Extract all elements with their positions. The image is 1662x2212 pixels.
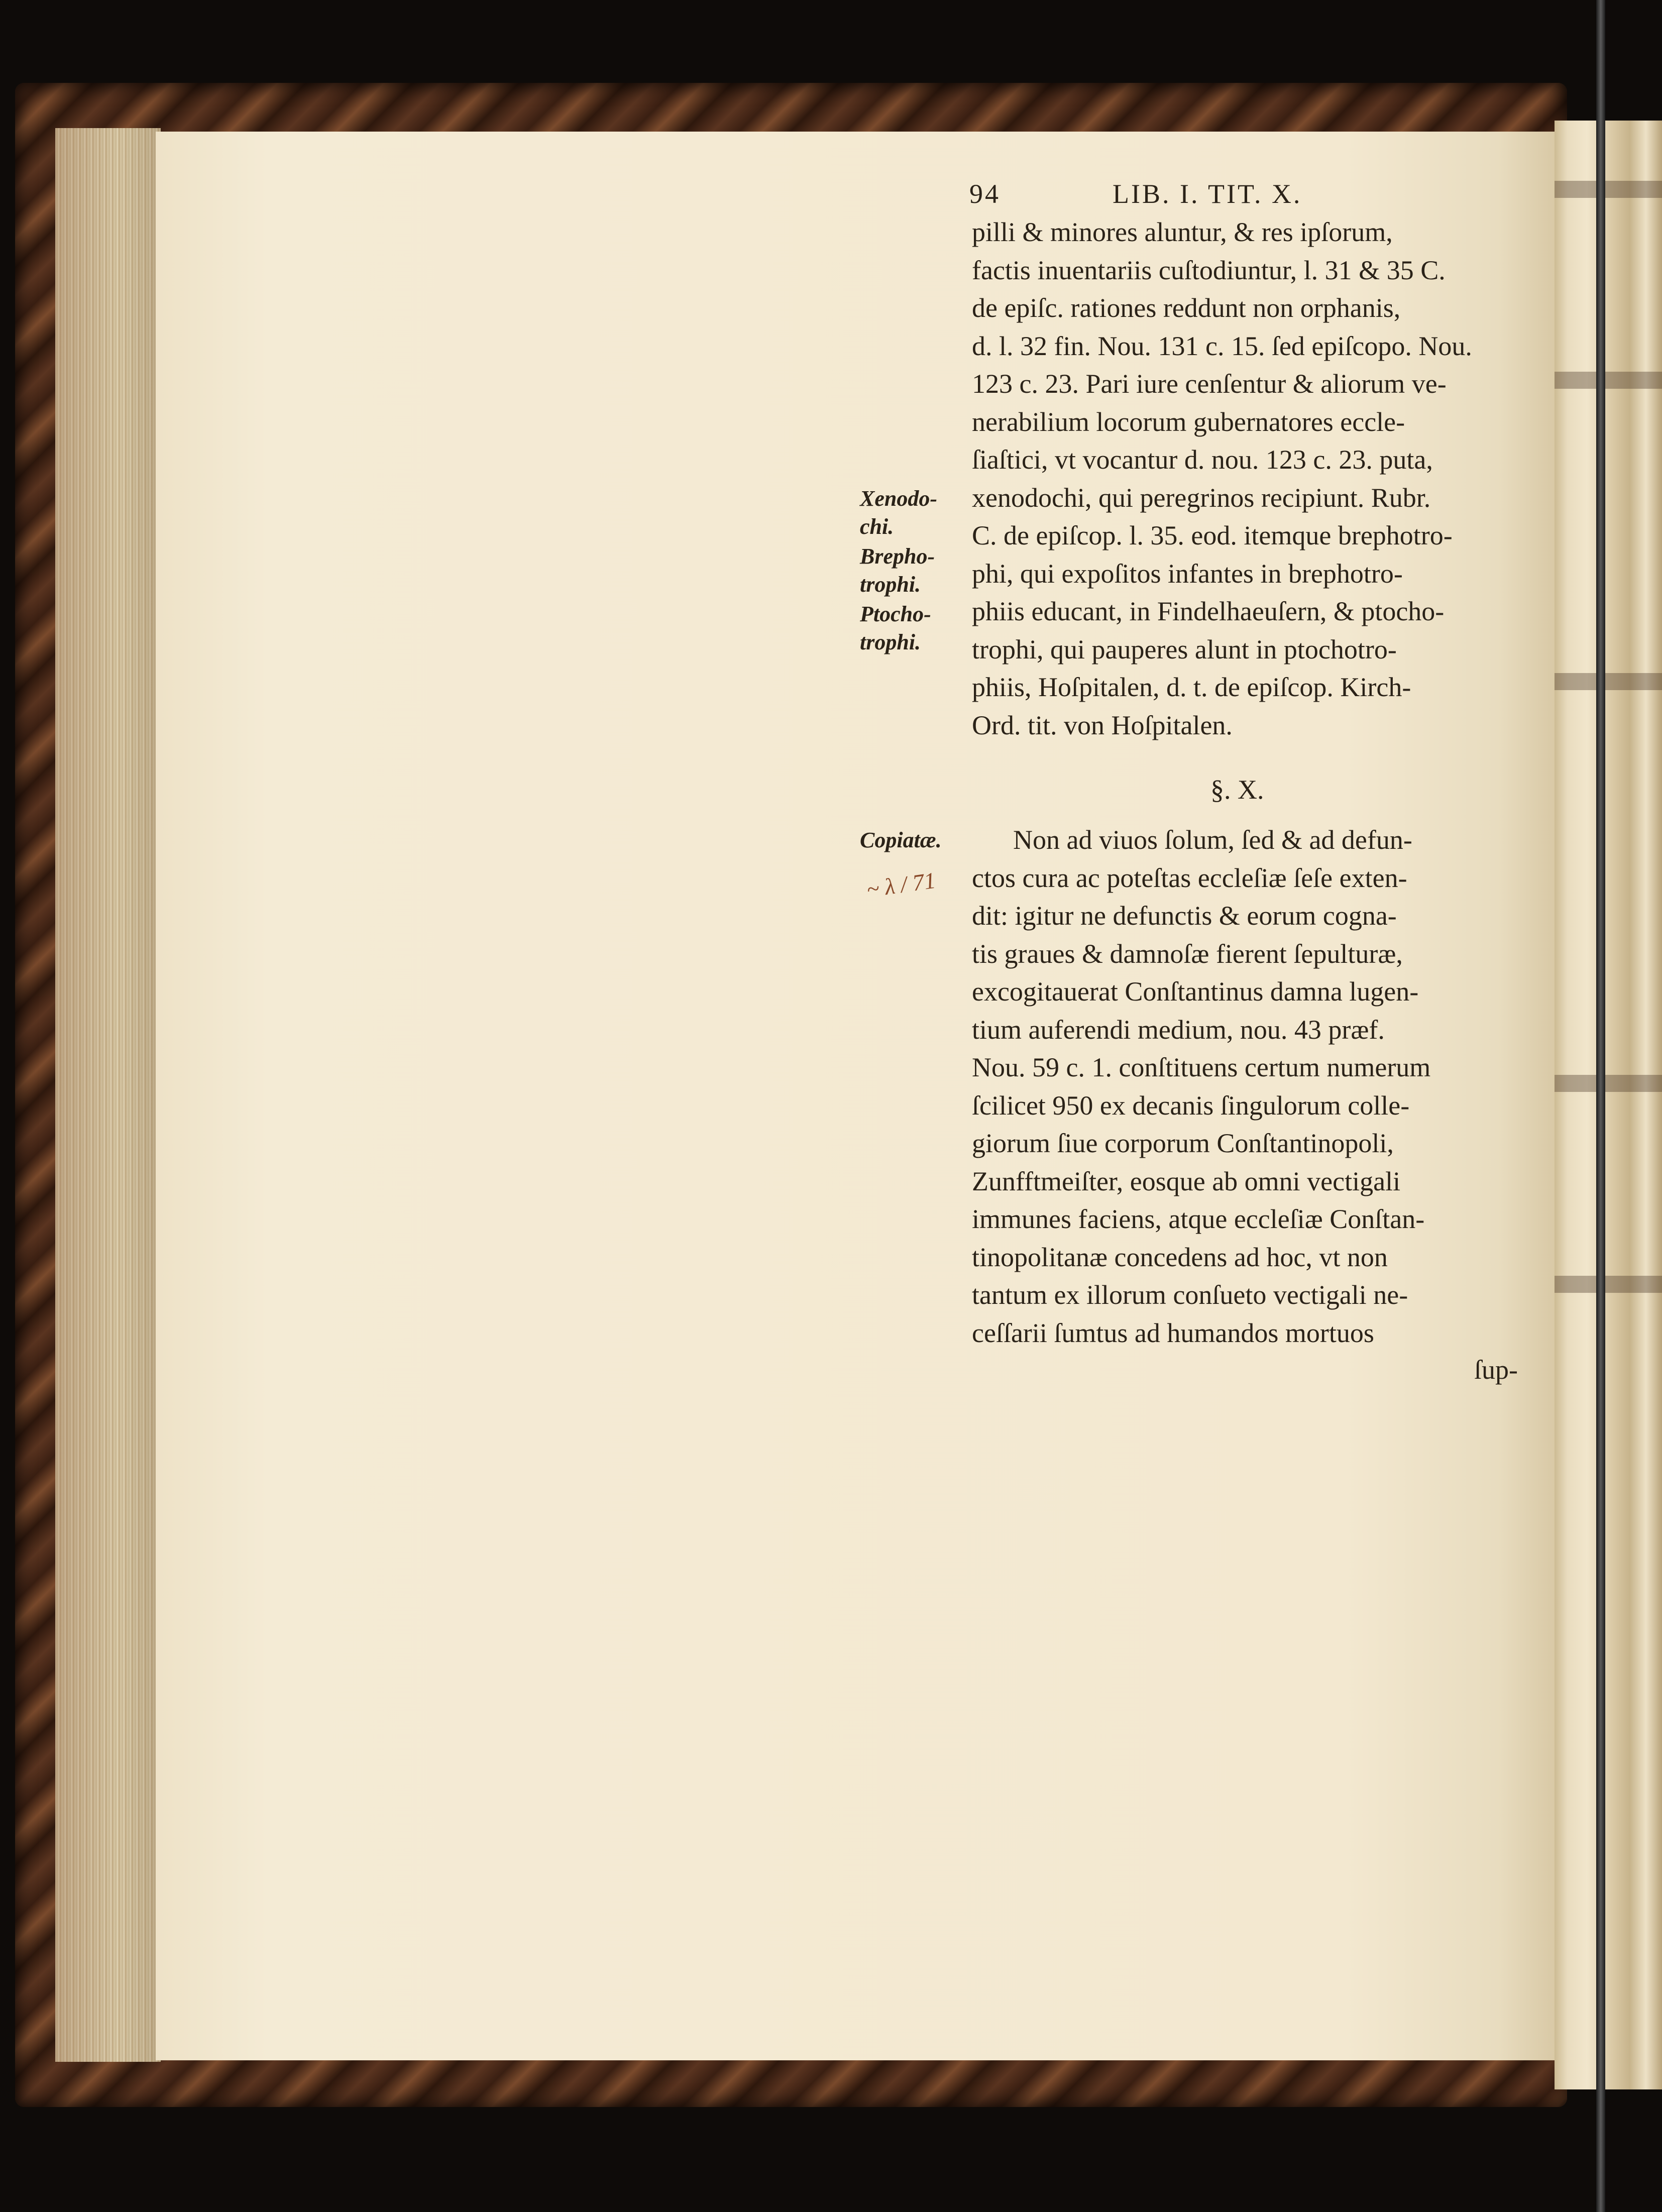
text-line: tinopolitanæ concedens ad hoc, vt non — [972, 1242, 1388, 1272]
running-title: LIB. I. TIT. X. — [1113, 179, 1302, 209]
text-line: tium auferendi medium, nou. 43 præf. — [972, 1014, 1385, 1045]
text-line: Nou. 59 c. 1. conſtituens certum numerum — [972, 1052, 1431, 1082]
text-line: phiis, Hoſpitalen, d. t. de epiſcop. Kirch- — [972, 672, 1411, 702]
handwritten-annotation: ~ λ / 71 — [865, 867, 937, 903]
adjacent-text-strip — [1555, 181, 1662, 198]
margin-note-ptochotrophi: Ptocho- trophi. — [860, 602, 931, 654]
text-line: immunes faciens, atque eccleſiæ Conſtan- — [972, 1204, 1425, 1234]
text-line: giorum ſiue corporum Conſtantinopoli, — [972, 1128, 1394, 1158]
adjacent-page-edges — [1555, 121, 1662, 2089]
body-text-block-2 — [972, 821, 1430, 1352]
text-line: Non ad viuos ſolum, ſed & ad defun- — [1013, 825, 1412, 855]
text-line: Ord. tit. von Hoſpitalen. — [972, 710, 1233, 740]
text-line: ſcilicet 950 ex decanis ſingulorum colle- — [972, 1090, 1410, 1121]
text-line: xenodochi, qui peregrinos recipiunt. Rubr. — [972, 482, 1431, 513]
text-line: phiis educant, in Findelhaeuſern, & ptocho- — [972, 596, 1445, 626]
text-line: ctos cura ac poteſtas eccleſiæ ſeſe exten- — [972, 862, 1407, 893]
text-line: pilli & minores aluntur, & res ipſorum, — [972, 217, 1393, 247]
margin-note-copiatae: Copiatæ. — [860, 828, 942, 852]
text-line: ceſſarii ſumtus ad humandos mortuos — [972, 1317, 1374, 1348]
page-number: 94 — [969, 179, 1001, 209]
text-line: C. de epiſcop. l. 35. eod. itemque brephotro- — [972, 520, 1453, 550]
text-line: nerabilium locorum gubernatores eccle- — [972, 406, 1405, 437]
adjacent-text-strip — [1555, 372, 1662, 389]
text-line: d. l. 32 fin. Nou. 131 c. 15. ſed epiſcopo. Nou. — [972, 330, 1472, 361]
margin-note-xenodochi: Xenodo- chi. — [860, 486, 937, 539]
book-holder-rod — [1596, 0, 1605, 2212]
text-line: dit: igitur ne defunctis & eorum cogna- — [972, 901, 1397, 931]
text-line: excogitauerat Conſtantinus damna lugen- — [972, 976, 1419, 1007]
adjacent-text-strip — [1555, 673, 1662, 690]
adjacent-text-strip — [1555, 1276, 1662, 1293]
body-text-block-1 — [972, 213, 1472, 744]
section-heading: §. X. — [1210, 775, 1264, 805]
text-line: ſiaſtici, vt vocantur d. nou. 123 c. 23. puta, — [972, 445, 1433, 475]
adjacent-text-strip — [1555, 1075, 1662, 1092]
text-line: 123 c. 23. Pari iure cenſentur & aliorum ve- — [972, 369, 1447, 399]
fore-edge-stain — [55, 128, 161, 2062]
margin-note-brephotrophi: Brepho- trophi. — [860, 544, 935, 597]
text-line: de epiſc. rationes reddunt non orphanis, — [972, 293, 1401, 323]
text-line: trophi, qui pauperes alunt in ptochotro- — [972, 634, 1397, 665]
text-line: factis inuentariis cuſtodiuntur, l. 31 & 35 C. — [972, 255, 1446, 285]
text-line: phi, qui expoſitos infantes in brephotro- — [972, 558, 1403, 589]
text-line: Zunfftmeiſter, eosque ab omni vectigali — [972, 1166, 1401, 1196]
text-line: tantum ex illorum conſueto vectigali ne- — [972, 1280, 1408, 1310]
text-line: tis graues & damnoſæ fierent ſepulturæ, — [972, 938, 1403, 969]
catchword: ſup- — [1474, 1355, 1518, 1385]
